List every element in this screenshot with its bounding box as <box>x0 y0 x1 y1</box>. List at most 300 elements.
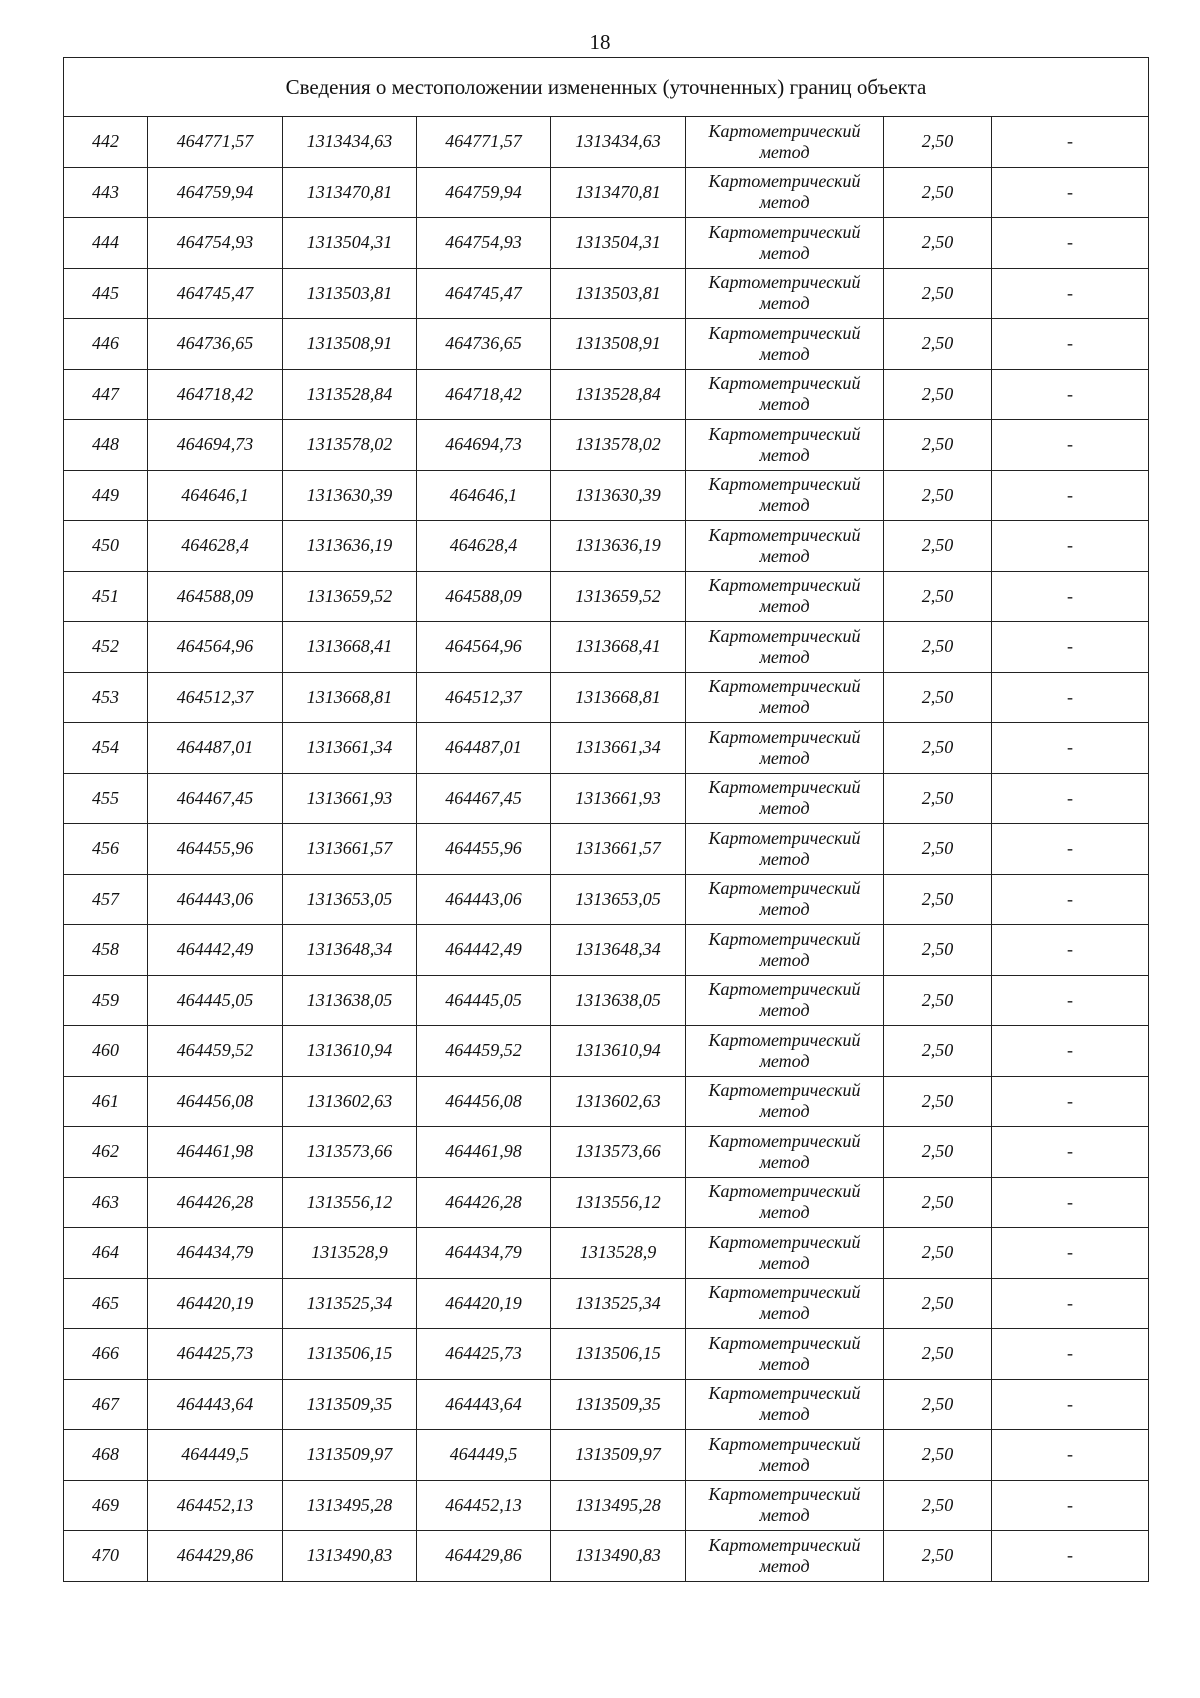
existing-x-cell: 464459,52 <box>148 1026 283 1077</box>
existing-y-cell: 1313495,28 <box>283 1480 417 1531</box>
method-line-1: Картометрический <box>708 120 861 141</box>
refined-x-cell: 464426,28 <box>417 1177 551 1228</box>
existing-x-cell: 464443,64 <box>148 1379 283 1430</box>
method-line-2: метод <box>759 1000 810 1021</box>
table-row <box>64 824 1149 875</box>
table-row <box>64 925 1149 976</box>
refined-x-cell: 464754,93 <box>417 218 551 269</box>
method-line-1: Картометрический <box>708 1484 861 1505</box>
table-row <box>64 975 1149 1026</box>
table-body <box>64 58 1149 1582</box>
method-line-1: Картометрический <box>708 625 861 646</box>
note-cell: - <box>992 622 1149 673</box>
existing-x-cell: 464449,5 <box>148 1430 283 1481</box>
method-line-1: Картометрический <box>708 979 861 1000</box>
point-number-cell: 453 <box>64 672 148 723</box>
point-number-cell: 467 <box>64 1379 148 1430</box>
refined-y-cell: 1313490,83 <box>551 1531 686 1582</box>
refined-x-cell: 464459,52 <box>417 1026 551 1077</box>
existing-y-cell: 1313528,84 <box>283 369 417 420</box>
existing-y-cell: 1313509,35 <box>283 1379 417 1430</box>
method-cell <box>686 167 884 218</box>
refined-y-cell: 1313509,97 <box>551 1430 686 1481</box>
existing-y-cell: 1313636,19 <box>283 521 417 572</box>
method-cell <box>686 1228 884 1279</box>
table-row <box>64 622 1149 673</box>
refined-x-cell: 464455,96 <box>417 824 551 875</box>
existing-x-cell: 464420,19 <box>148 1278 283 1329</box>
point-number-cell: 445 <box>64 268 148 319</box>
note-cell: - <box>992 420 1149 471</box>
boundary-coordinates-table <box>63 57 1149 1582</box>
point-number-cell: 447 <box>64 369 148 420</box>
table-row <box>64 369 1149 420</box>
method-cell <box>686 622 884 673</box>
refined-x-cell: 464425,73 <box>417 1329 551 1380</box>
existing-y-cell: 1313659,52 <box>283 571 417 622</box>
refined-x-cell: 464487,01 <box>417 723 551 774</box>
note-cell: - <box>992 723 1149 774</box>
method-cell <box>686 1127 884 1178</box>
method-line-2: метод <box>759 192 810 213</box>
method-line-2: метод <box>759 495 810 516</box>
point-number-cell: 457 <box>64 874 148 925</box>
method-line-2: метод <box>759 293 810 314</box>
refined-x-cell: 464461,98 <box>417 1127 551 1178</box>
method-line-2: метод <box>759 1202 810 1223</box>
existing-y-cell: 1313434,63 <box>283 117 417 168</box>
existing-y-cell: 1313630,39 <box>283 470 417 521</box>
table-row <box>64 1329 1149 1380</box>
table-row <box>64 1379 1149 1430</box>
existing-x-cell: 464426,28 <box>148 1177 283 1228</box>
note-cell: - <box>992 1228 1149 1279</box>
method-cell <box>686 571 884 622</box>
refined-y-cell: 1313470,81 <box>551 167 686 218</box>
note-cell: - <box>992 218 1149 269</box>
existing-y-cell: 1313470,81 <box>283 167 417 218</box>
table-row <box>64 521 1149 572</box>
table-row <box>64 268 1149 319</box>
refined-y-cell: 1313661,34 <box>551 723 686 774</box>
refined-y-cell: 1313661,57 <box>551 824 686 875</box>
table-row <box>64 773 1149 824</box>
method-line-2: метод <box>759 1555 810 1576</box>
method-line-1: Картометрический <box>708 777 861 798</box>
method-cell <box>686 1480 884 1531</box>
note-cell: - <box>992 319 1149 370</box>
method-line-1: Картометрический <box>708 373 861 394</box>
point-number-cell: 461 <box>64 1076 148 1127</box>
existing-y-cell: 1313661,57 <box>283 824 417 875</box>
existing-y-cell: 1313648,34 <box>283 925 417 976</box>
existing-x-cell: 464455,96 <box>148 824 283 875</box>
method-cell <box>686 1076 884 1127</box>
method-line-1: Картометрический <box>708 524 861 545</box>
precision-cell: 2,50 <box>884 1278 992 1329</box>
refined-x-cell: 464456,08 <box>417 1076 551 1127</box>
point-number-cell: 459 <box>64 975 148 1026</box>
precision-cell: 2,50 <box>884 1531 992 1582</box>
note-cell: - <box>992 672 1149 723</box>
existing-y-cell: 1313506,15 <box>283 1329 417 1380</box>
point-number-cell: 463 <box>64 1177 148 1228</box>
refined-y-cell: 1313525,34 <box>551 1278 686 1329</box>
refined-y-cell: 1313668,81 <box>551 672 686 723</box>
refined-x-cell: 464512,37 <box>417 672 551 723</box>
precision-cell: 2,50 <box>884 117 992 168</box>
point-number-cell: 448 <box>64 420 148 471</box>
refined-x-cell: 464452,13 <box>417 1480 551 1531</box>
existing-y-cell: 1313653,05 <box>283 874 417 925</box>
refined-x-cell: 464564,96 <box>417 622 551 673</box>
point-number-cell: 470 <box>64 1531 148 1582</box>
point-number-cell: 468 <box>64 1430 148 1481</box>
precision-cell: 2,50 <box>884 773 992 824</box>
table-row <box>64 1278 1149 1329</box>
method-cell <box>686 925 884 976</box>
table-row <box>64 1480 1149 1531</box>
precision-cell: 2,50 <box>884 975 992 1026</box>
note-cell: - <box>992 470 1149 521</box>
method-line-2: метод <box>759 1151 810 1172</box>
note-cell: - <box>992 1177 1149 1228</box>
precision-cell: 2,50 <box>884 925 992 976</box>
point-number-cell: 455 <box>64 773 148 824</box>
note-cell: - <box>992 369 1149 420</box>
refined-y-cell: 1313630,39 <box>551 470 686 521</box>
precision-cell: 2,50 <box>884 319 992 370</box>
note-cell: - <box>992 571 1149 622</box>
existing-y-cell: 1313528,9 <box>283 1228 417 1279</box>
point-number-cell: 450 <box>64 521 148 572</box>
existing-x-cell: 464646,1 <box>148 470 283 521</box>
precision-cell: 2,50 <box>884 521 992 572</box>
refined-y-cell: 1313602,63 <box>551 1076 686 1127</box>
method-cell <box>686 420 884 471</box>
existing-x-cell: 464429,86 <box>148 1531 283 1582</box>
note-cell: - <box>992 1127 1149 1178</box>
method-line-1: Картометрический <box>708 423 861 444</box>
existing-x-cell: 464759,94 <box>148 167 283 218</box>
point-number-cell: 452 <box>64 622 148 673</box>
method-cell <box>686 773 884 824</box>
method-line-1: Картометрический <box>708 1534 861 1555</box>
precision-cell: 2,50 <box>884 369 992 420</box>
table-row <box>64 420 1149 471</box>
table-row <box>64 1531 1149 1582</box>
method-line-2: метод <box>759 1303 810 1324</box>
note-cell: - <box>992 925 1149 976</box>
note-cell: - <box>992 1076 1149 1127</box>
refined-y-cell: 1313653,05 <box>551 874 686 925</box>
method-cell <box>686 824 884 875</box>
refined-x-cell: 464628,4 <box>417 521 551 572</box>
existing-x-cell: 464736,65 <box>148 319 283 370</box>
method-line-2: метод <box>759 646 810 667</box>
precision-cell: 2,50 <box>884 1379 992 1430</box>
existing-y-cell: 1313573,66 <box>283 1127 417 1178</box>
table-row <box>64 723 1149 774</box>
method-line-1: Картометрический <box>708 878 861 899</box>
refined-y-cell: 1313503,81 <box>551 268 686 319</box>
method-line-2: метод <box>759 1252 810 1273</box>
method-cell <box>686 319 884 370</box>
refined-x-cell: 464443,64 <box>417 1379 551 1430</box>
method-cell <box>686 1329 884 1380</box>
table-row <box>64 167 1149 218</box>
refined-y-cell: 1313610,94 <box>551 1026 686 1077</box>
method-cell <box>686 874 884 925</box>
existing-x-cell: 464754,93 <box>148 218 283 269</box>
page-number: 18 <box>589 30 611 54</box>
method-line-1: Картометрический <box>708 928 861 949</box>
table-row <box>64 571 1149 622</box>
method-line-1: Картометрический <box>708 1332 861 1353</box>
method-line-1: Картометрический <box>708 1433 861 1454</box>
table-row <box>64 470 1149 521</box>
method-line-2: метод <box>759 848 810 869</box>
precision-cell: 2,50 <box>884 1430 992 1481</box>
existing-x-cell: 464745,47 <box>148 268 283 319</box>
method-line-1: Картометрический <box>708 322 861 343</box>
method-line-2: метод <box>759 444 810 465</box>
refined-x-cell: 464771,57 <box>417 117 551 168</box>
existing-x-cell: 464694,73 <box>148 420 283 471</box>
method-line-1: Картометрический <box>708 575 861 596</box>
point-number-cell: 465 <box>64 1278 148 1329</box>
note-cell: - <box>992 268 1149 319</box>
precision-cell: 2,50 <box>884 1228 992 1279</box>
refined-x-cell: 464694,73 <box>417 420 551 471</box>
method-cell <box>686 723 884 774</box>
method-line-1: Картометрический <box>708 827 861 848</box>
note-cell: - <box>992 1430 1149 1481</box>
note-cell: - <box>992 1278 1149 1329</box>
table-title-row <box>64 58 1149 117</box>
refined-x-cell: 464736,65 <box>417 319 551 370</box>
refined-y-cell: 1313661,93 <box>551 773 686 824</box>
method-line-2: метод <box>759 1454 810 1475</box>
method-line-1: Картометрический <box>708 1282 861 1303</box>
existing-y-cell: 1313661,93 <box>283 773 417 824</box>
refined-x-cell: 464759,94 <box>417 167 551 218</box>
method-line-2: метод <box>759 1505 810 1526</box>
refined-y-cell: 1313668,41 <box>551 622 686 673</box>
table-row <box>64 218 1149 269</box>
precision-cell: 2,50 <box>884 218 992 269</box>
method-line-2: метод <box>759 545 810 566</box>
existing-y-cell: 1313578,02 <box>283 420 417 471</box>
method-line-1: Картометрический <box>708 1080 861 1101</box>
note-cell: - <box>992 975 1149 1026</box>
existing-x-cell: 464771,57 <box>148 117 283 168</box>
point-number-cell: 469 <box>64 1480 148 1531</box>
existing-x-cell: 464456,08 <box>148 1076 283 1127</box>
refined-x-cell: 464442,49 <box>417 925 551 976</box>
point-number-cell: 466 <box>64 1329 148 1380</box>
existing-x-cell: 464628,4 <box>148 521 283 572</box>
existing-y-cell: 1313668,41 <box>283 622 417 673</box>
existing-x-cell: 464443,06 <box>148 874 283 925</box>
precision-cell: 2,50 <box>884 672 992 723</box>
table-row <box>64 1228 1149 1279</box>
existing-x-cell: 464588,09 <box>148 571 283 622</box>
point-number-cell: 464 <box>64 1228 148 1279</box>
point-number-cell: 449 <box>64 470 148 521</box>
existing-x-cell: 464445,05 <box>148 975 283 1026</box>
note-cell: - <box>992 824 1149 875</box>
table-row <box>64 1026 1149 1077</box>
point-number-cell: 454 <box>64 723 148 774</box>
method-cell <box>686 268 884 319</box>
table-row <box>64 117 1149 168</box>
refined-y-cell: 1313578,02 <box>551 420 686 471</box>
precision-cell: 2,50 <box>884 167 992 218</box>
refined-y-cell: 1313509,35 <box>551 1379 686 1430</box>
method-line-1: Картометрический <box>708 221 861 242</box>
precision-cell: 2,50 <box>884 268 992 319</box>
precision-cell: 2,50 <box>884 874 992 925</box>
method-line-2: метод <box>759 1101 810 1122</box>
table-row <box>64 319 1149 370</box>
existing-x-cell: 464718,42 <box>148 369 283 420</box>
existing-y-cell: 1313661,34 <box>283 723 417 774</box>
table-row <box>64 1076 1149 1127</box>
existing-x-cell: 464467,45 <box>148 773 283 824</box>
existing-x-cell: 464461,98 <box>148 1127 283 1178</box>
note-cell: - <box>992 521 1149 572</box>
method-line-2: метод <box>759 1353 810 1374</box>
precision-cell: 2,50 <box>884 1480 992 1531</box>
note-cell: - <box>992 874 1149 925</box>
method-line-1: Картометрический <box>708 1029 861 1050</box>
point-number-cell: 451 <box>64 571 148 622</box>
precision-cell: 2,50 <box>884 1127 992 1178</box>
precision-cell: 2,50 <box>884 622 992 673</box>
refined-x-cell: 464745,47 <box>417 268 551 319</box>
method-cell <box>686 470 884 521</box>
refined-x-cell: 464588,09 <box>417 571 551 622</box>
existing-y-cell: 1313509,97 <box>283 1430 417 1481</box>
refined-y-cell: 1313638,05 <box>551 975 686 1026</box>
precision-cell: 2,50 <box>884 1329 992 1380</box>
note-cell: - <box>992 1531 1149 1582</box>
method-cell <box>686 1026 884 1077</box>
precision-cell: 2,50 <box>884 1076 992 1127</box>
refined-y-cell: 1313506,15 <box>551 1329 686 1380</box>
refined-y-cell: 1313504,31 <box>551 218 686 269</box>
existing-x-cell: 464564,96 <box>148 622 283 673</box>
precision-cell: 2,50 <box>884 571 992 622</box>
precision-cell: 2,50 <box>884 723 992 774</box>
method-cell <box>686 1177 884 1228</box>
point-number-cell: 443 <box>64 167 148 218</box>
refined-x-cell: 464445,05 <box>417 975 551 1026</box>
method-cell <box>686 672 884 723</box>
method-cell <box>686 1379 884 1430</box>
method-line-1: Картометрический <box>708 676 861 697</box>
existing-y-cell: 1313638,05 <box>283 975 417 1026</box>
point-number-cell: 442 <box>64 117 148 168</box>
table-row <box>64 1430 1149 1481</box>
existing-y-cell: 1313525,34 <box>283 1278 417 1329</box>
method-line-1: Картометрический <box>708 474 861 495</box>
method-line-1: Картометрический <box>708 1383 861 1404</box>
refined-x-cell: 464646,1 <box>417 470 551 521</box>
precision-cell: 2,50 <box>884 470 992 521</box>
precision-cell: 2,50 <box>884 1177 992 1228</box>
method-line-2: метод <box>759 949 810 970</box>
method-line-2: метод <box>759 242 810 263</box>
existing-x-cell: 464512,37 <box>148 672 283 723</box>
method-cell <box>686 521 884 572</box>
refined-y-cell: 1313648,34 <box>551 925 686 976</box>
existing-x-cell: 464487,01 <box>148 723 283 774</box>
existing-x-cell: 464452,13 <box>148 1480 283 1531</box>
point-number-cell: 462 <box>64 1127 148 1178</box>
method-line-1: Картометрический <box>708 272 861 293</box>
method-cell <box>686 1531 884 1582</box>
existing-y-cell: 1313668,81 <box>283 672 417 723</box>
note-cell: - <box>992 1026 1149 1077</box>
point-number-cell: 446 <box>64 319 148 370</box>
refined-y-cell: 1313495,28 <box>551 1480 686 1531</box>
existing-y-cell: 1313490,83 <box>283 1531 417 1582</box>
refined-y-cell: 1313434,63 <box>551 117 686 168</box>
method-cell <box>686 975 884 1026</box>
precision-cell: 2,50 <box>884 1026 992 1077</box>
existing-x-cell: 464434,79 <box>148 1228 283 1279</box>
method-line-2: метод <box>759 141 810 162</box>
point-number-cell: 460 <box>64 1026 148 1077</box>
method-cell <box>686 369 884 420</box>
existing-y-cell: 1313504,31 <box>283 218 417 269</box>
table-row <box>64 874 1149 925</box>
method-cell <box>686 1430 884 1481</box>
table-row <box>64 672 1149 723</box>
method-line-2: метод <box>759 596 810 617</box>
refined-y-cell: 1313573,66 <box>551 1127 686 1178</box>
method-line-2: метод <box>759 343 810 364</box>
refined-y-cell: 1313508,91 <box>551 319 686 370</box>
refined-x-cell: 464443,06 <box>417 874 551 925</box>
existing-y-cell: 1313556,12 <box>283 1177 417 1228</box>
method-line-2: метод <box>759 697 810 718</box>
refined-y-cell: 1313556,12 <box>551 1177 686 1228</box>
method-line-1: Картометрический <box>708 1181 861 1202</box>
method-line-2: метод <box>759 899 810 920</box>
refined-x-cell: 464434,79 <box>417 1228 551 1279</box>
refined-x-cell: 464449,5 <box>417 1430 551 1481</box>
precision-cell: 2,50 <box>884 420 992 471</box>
refined-y-cell: 1313528,9 <box>551 1228 686 1279</box>
table-row <box>64 1177 1149 1228</box>
table-row <box>64 1127 1149 1178</box>
method-line-1: Картометрический <box>708 1231 861 1252</box>
note-cell: - <box>992 1379 1149 1430</box>
refined-y-cell: 1313636,19 <box>551 521 686 572</box>
note-cell: - <box>992 1480 1149 1531</box>
refined-x-cell: 464429,86 <box>417 1531 551 1582</box>
note-cell: - <box>992 167 1149 218</box>
point-number-cell: 456 <box>64 824 148 875</box>
method-line-1: Картометрический <box>708 726 861 747</box>
method-cell <box>686 117 884 168</box>
refined-x-cell: 464467,45 <box>417 773 551 824</box>
existing-y-cell: 1313508,91 <box>283 319 417 370</box>
existing-y-cell: 1313602,63 <box>283 1076 417 1127</box>
